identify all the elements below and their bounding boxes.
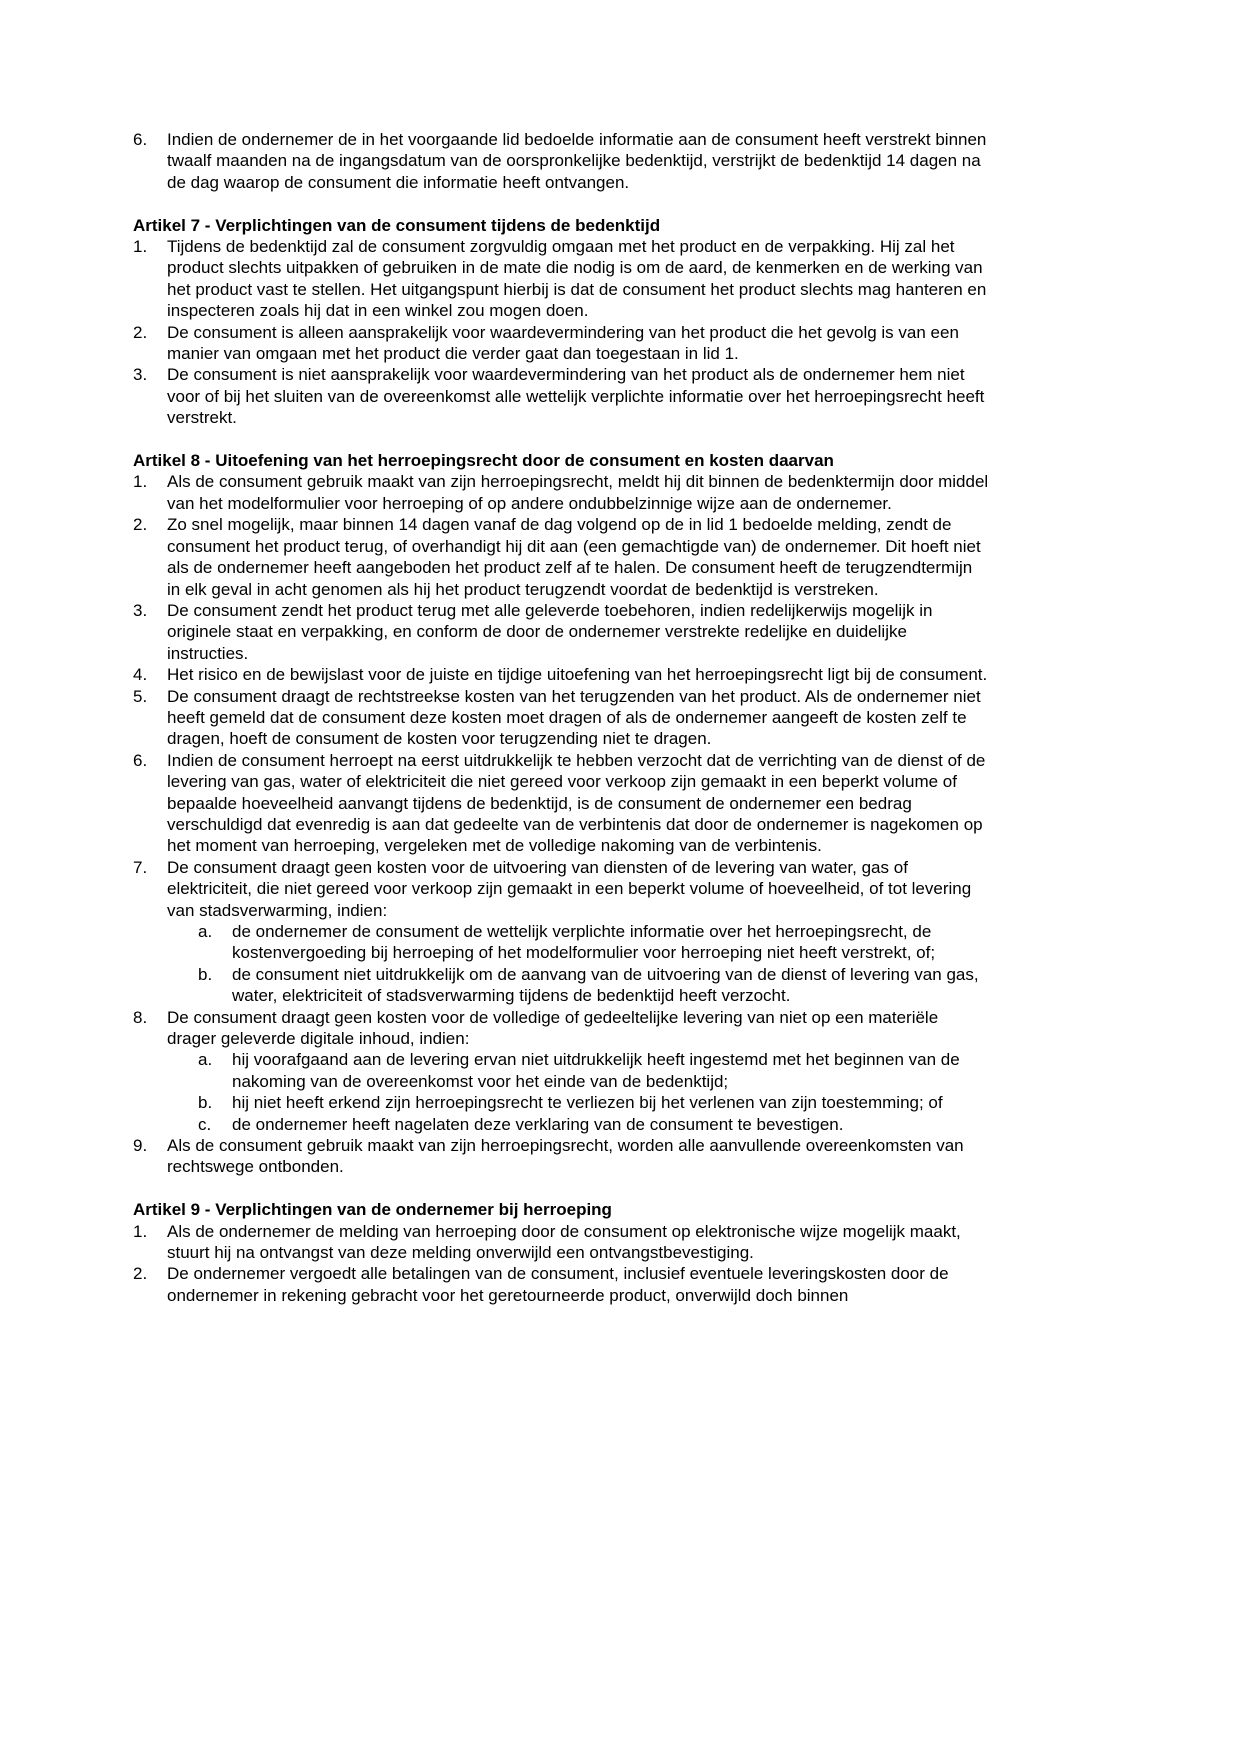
list-item-number: 2. [133, 322, 148, 342]
sub-item-letter: b. [198, 1093, 213, 1113]
list-item-text: De consument draagt geen kosten voor de volledige of gedeeltelijke levering van niet op een materiële drager geleverde digitale inhoud, indien: [167, 1007, 939, 1049]
list-item-number: 4. [133, 665, 148, 685]
list-item [133, 664, 989, 685]
list-item [133, 129, 989, 193]
list-item [133, 686, 989, 750]
list-item [133, 364, 989, 428]
list-item-text: De ondernemer vergoedt alle betalingen van de consument, inclusief eventuele leveringskosten door de ondernemer in rekening gebracht voor het geretourneerde product, onverwijld doch binnen [167, 1264, 949, 1305]
sub-list-item [198, 1114, 989, 1135]
list-item-body [232, 964, 989, 1007]
list-item-body [167, 600, 989, 664]
list-item-text: Indien de ondernemer de in het voorgaande lid bedoelde informatie aan de consument heeft verstrekt binnen twaalf maanden na de ingangsdatum van de oorspronkelijke bedenktijd, verstrijkt de bedenktijd 14 dagen na de dag waarop de consument die informatie heeft ontvangen. [167, 130, 987, 192]
article-section [133, 215, 989, 429]
list-item-number: 3. [133, 600, 148, 620]
list-item-number: 6. [133, 130, 148, 149]
list-item [133, 471, 989, 514]
list-item-text: De consument zendt het product terug met alle geleverde toebehoren, indien redelijkerwijs mogelijk in originele staat en verpakking, en conform de door de ondernemer verstrekte redelijke en duidelijke instructies. [167, 600, 933, 663]
list-item-text: hij niet heeft erkend zijn herroepingsrecht te verliezen bij het verlenen van zijn toestemming; of [232, 1093, 943, 1113]
list-item-number: 1. [133, 472, 148, 492]
sub-item-letter: b. [198, 964, 213, 984]
list-item-body [232, 921, 989, 964]
list-item [133, 1221, 989, 1264]
list-item-body [232, 1114, 989, 1135]
list-item-body [232, 1092, 989, 1113]
list-item-text: Het risico en de bewijslast voor de juiste en tijdige uitoefening van het herroepingsrecht ligt bij de consument. [167, 665, 988, 685]
list-item-body [167, 1263, 989, 1306]
sub-item-letter: c. [198, 1114, 212, 1134]
sub-list-item [198, 921, 989, 964]
list-item-body [167, 236, 989, 322]
list-item-number: 6. [133, 750, 148, 770]
article-section [133, 450, 989, 1178]
list-item-body [167, 1221, 989, 1264]
list-item [133, 1263, 989, 1306]
list-item-number: 9. [133, 1136, 148, 1156]
article-heading: Artikel 7 - Verplichtingen van de consument tijdens de bedenktijd [133, 215, 661, 235]
list-item-text: Als de consument gebruik maakt van zijn herroepingsrecht, meldt hij dit binnen de bedenktermijn door middel van het modelformulier voor herroeping of op andere ondubbelzinnige wijze aan de ondernemer. [167, 472, 989, 513]
sub-item-letter: a. [198, 922, 213, 941]
sub-list-item [198, 964, 989, 1007]
list-item-text: Indien de consument herroept na eerst uitdrukkelijk te hebben verzocht dat de verrichting van de dienst of de levering van gas, water of elektriciteit die niet gereed voor verkoop zijn gemaakt in een beperkt volume of bepaalde hoeveelheid aanvangt tijdens de bedenktijd, is de consument de ondernemer een bedrag verschuldigd dat evenredig is aan dat gedeelte van de verbintenis dat door de ondernemer is nagekomen op het moment van herroeping, vergeleken met de volledige nakoming van de verbintenis. [167, 750, 986, 856]
list-item-body [167, 857, 989, 1007]
list-item-number: 7. [133, 857, 148, 877]
list-item-text: Als de ondernemer de melding van herroeping door de consument op elektronische wijze mogelijk maakt, stuurt hij na ontvangst van deze melding onverwijld een ontvangstbevestiging. [167, 1221, 961, 1263]
list-item-number: 5. [133, 686, 148, 706]
list-item-body [167, 750, 989, 857]
sub-list [198, 921, 989, 1007]
list-item-number: 1. [133, 1221, 148, 1241]
list-item-number: 2. [133, 1264, 148, 1284]
list-item-body [167, 686, 989, 750]
list-item [133, 857, 989, 1007]
list-item [133, 600, 989, 664]
list-item-number: 2. [133, 515, 148, 535]
list-item-text: De consument draagt de rechtstreekse kosten van het terugzenden van het product. Als de ondernemer niet heeft gemeld dat de consument deze kosten moet dragen of als de ondernemer aangeeft de kosten zelf te dragen, hoeft de consument de kosten voor terugzending niet te dragen. [167, 686, 981, 749]
list-item-text: De consument is alleen aansprakelijk voor waardevermindering van het product die het gevolg is van een manier van omgaan met het product die verder gaat dan toegestaan in lid 1. [167, 322, 959, 364]
list-item-text: De consument draagt geen kosten voor de uitvoering van diensten of de levering van water, gas of elektriciteit, die niet gereed voor verkoop zijn gemaakt in een beperkt volume of hoeveelheid, of tot levering van stadsverwarming, indien: [167, 857, 972, 920]
list-item [133, 514, 989, 600]
sub-list-item [198, 1049, 989, 1092]
article-heading: Artikel 8 - Uitoefening van het herroepingsrecht door de consument en kosten daarvan [133, 451, 834, 471]
list-item [133, 236, 989, 322]
list-item-text: Tijdens de bedenktijd zal de consument zorgvuldig omgaan met het product en de verpakking. Hij zal het product slechts uitpakken of gebruiken in de mate die nodig is om de aard, de kenmerken en de werking van het product vast te stellen. Het uitgangspunt hierbij is dat de consument het product slechts mag hanteren en inspecteren zoals hij dat in een winkel zou mogen doen. [167, 237, 987, 321]
list-item-body [167, 514, 989, 600]
list-item-number: 1. [133, 237, 148, 257]
list-item-body [167, 129, 989, 193]
list-item-text: De consument is niet aansprakelijk voor waardevermindering van het product als de ondernemer hem niet voor of bij het sluiten van de overeenkomst alle wettelijk verplichte informatie over het herroepingsrecht heeft verstrekt. [167, 365, 985, 428]
list-item [133, 322, 989, 365]
sub-list-item [198, 1092, 989, 1113]
list-item-body [167, 471, 989, 514]
list-item [133, 1135, 989, 1178]
list-item-body [167, 322, 989, 365]
article-section [133, 1199, 989, 1306]
list-item [133, 1007, 989, 1135]
list-item-body [167, 364, 989, 428]
list-item-text: Als de consument gebruik maakt van zijn herroepingsrecht, worden alle aanvullende overeenkomsten van rechtswege ontbonden. [167, 1136, 964, 1177]
list-item-text: de ondernemer heeft nagelaten deze verklaring van de consument te bevestigen. [232, 1114, 844, 1134]
list-item-body [167, 664, 989, 685]
list-item-text: de consument niet uitdrukkelijk om de aanvang van de uitvoering van de dienst of levering van gas, water, elektriciteit of stadsverwarming tijdens de bedenktijd heeft verzocht. [232, 964, 979, 1006]
sub-item-letter: a. [198, 1050, 213, 1070]
list-item-number: 8. [133, 1007, 148, 1027]
list-item-text: hij voorafgaand aan de levering ervan niet uitdrukkelijk heeft ingestemd met het beginnen van de nakoming van de overeenkomst voor het einde van de bedenktijd; [232, 1050, 960, 1091]
list-item [133, 750, 989, 857]
list-item-body [167, 1135, 989, 1178]
list-item-number: 3. [133, 365, 148, 385]
document-content [133, 129, 989, 1306]
article-heading: Artikel 9 - Verplichtingen van de ondernemer bij herroeping [133, 1200, 612, 1220]
sub-list [198, 1049, 989, 1135]
list-item-text: Zo snel mogelijk, maar binnen 14 dagen vanaf de dag volgend op de in lid 1 bedoelde melding, zendt de consument het product terug, of overhandigt hij dit aan (een gemachtigde van) de ondernemer. Dit hoeft niet als de ondernemer heeft aangeboden het product zelf af te halen. De consument heeft de terugzendtermijn in elk geval in acht genomen als hij het product terugzendt voordat de bedenktijd is verstreken. [167, 515, 981, 599]
list-item-body [167, 1007, 989, 1135]
list-item-text: de ondernemer de consument de wettelijk verplichte informatie over het herroepingsrecht, de kostenvergoeding bij herroeping of het modelformulier voor herroeping niet heeft verstrekt, of; [232, 922, 936, 963]
list-item-body [232, 1049, 989, 1092]
